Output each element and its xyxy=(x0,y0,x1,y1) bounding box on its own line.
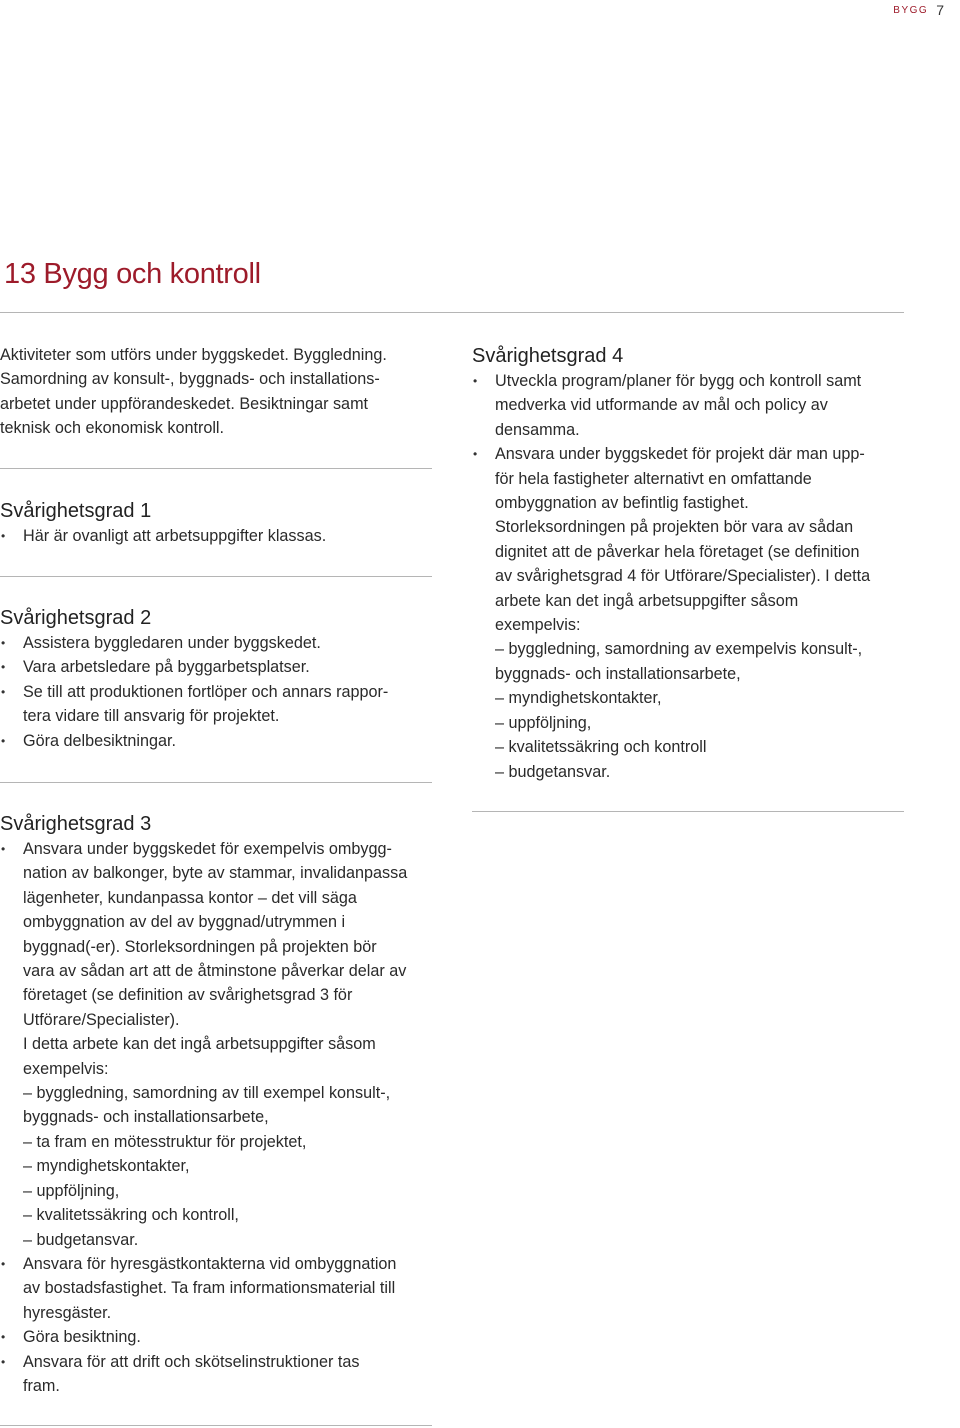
grade-3-list xyxy=(0,837,432,1398)
list-item-text: hyresgäster. xyxy=(23,1303,112,1322)
list-item-text: nation av balkonger, byte av stammar, invalidanpassa xyxy=(23,864,408,883)
list-item-text: • Assistera byggledaren under byggskedet. xyxy=(23,634,321,652)
list-item-text: • Ansvara för hyresgästkontakterna vid ombyggnation xyxy=(23,1254,397,1273)
dash-list-item: – kvalitetssäkring och kontroll, xyxy=(23,1206,239,1225)
list-item-text: • Här är ovanligt att arbetsuppgifter klassas. xyxy=(23,527,327,545)
section-divider xyxy=(0,468,432,469)
running-header xyxy=(893,0,944,20)
dash-list-item: – budgetansvar. xyxy=(495,762,611,781)
dash-list-item: – kvalitetssäkring och kontroll xyxy=(495,738,707,757)
sub-paragraph-text: arbete kan det ingå arbetsuppgifter såsom xyxy=(495,591,799,610)
sub-paragraph-text: Storleksordningen på projekten bör vara av sådan xyxy=(495,518,854,537)
grade-1-section xyxy=(0,498,432,548)
list-item xyxy=(472,442,904,784)
sub-paragraph-text: dignitet att de påverkar hela företaget (se definition xyxy=(495,542,860,561)
list-item xyxy=(0,655,432,679)
grade-4-list xyxy=(472,369,904,784)
grade-4-section xyxy=(472,343,904,784)
intro-line: Samordning av konsult-, byggnads- och installations- xyxy=(0,370,380,389)
list-item-text: tera vidare till ansvarig för projektet. xyxy=(23,707,280,726)
grade-2-heading: Svårighetsgrad 2 xyxy=(0,607,152,629)
running-section-label: BYGG xyxy=(893,4,929,16)
list-item xyxy=(0,1350,432,1399)
grade-1-list xyxy=(0,524,432,548)
list-item-text: • Göra besiktning. xyxy=(23,1328,141,1347)
list-item-text: • Göra delbesiktningar. xyxy=(23,731,176,750)
list-item xyxy=(0,524,432,548)
list-item-text: • Ansvara under byggskedet för exempelvis ombygg- xyxy=(23,840,392,858)
list-item-text: av bostadsfastighet. Ta fram informationsmaterial till xyxy=(23,1279,396,1298)
sub-paragraph-text: I detta arbete kan det ingå arbetsuppgifter såsom xyxy=(23,1035,376,1054)
sub-paragraph-text: exempelvis: xyxy=(495,616,581,635)
dash-list-item: – myndighetskontakter, xyxy=(495,689,662,708)
list-item-text: • Ansvara under byggskedet för projekt där man upp- xyxy=(495,445,865,464)
list-item-text: • Vara arbetsledare på byggarbetsplatser. xyxy=(23,658,310,677)
grade-2-section xyxy=(0,605,432,753)
sub-paragraph-text: av svårighetsgrad 4 för Utförare/Specialister). I detta xyxy=(495,567,871,586)
list-item-text: densamma. xyxy=(495,420,580,439)
dash-list-item: – myndighetskontakter, xyxy=(23,1157,190,1176)
list-item xyxy=(472,369,904,442)
list-item xyxy=(0,1252,432,1325)
list-item-text: • Ansvara för att drift och skötselinstruktioner tas xyxy=(23,1352,360,1371)
intro-line: teknisk och ekonomisk kontroll. xyxy=(0,419,225,438)
list-item-text: lägenheter, kundanpassa kontor – det vill säga xyxy=(23,888,357,907)
list-item-text: ombyggnation av del av byggnad/utrymmen i xyxy=(23,913,346,932)
grade-3-section xyxy=(0,811,432,1398)
list-item-text: Utförare/Specialister). xyxy=(23,1010,180,1029)
dash-list-item: – byggledning, samordning av exempelvis konsult-, xyxy=(495,640,863,659)
dash-list-item: byggnads- och installationsarbete, xyxy=(495,664,741,683)
list-item-text: medverka vid utformande av mål och policy av xyxy=(495,396,828,415)
intro-text xyxy=(0,343,432,441)
section-divider xyxy=(0,1425,432,1426)
chapter-title: 13 Bygg och kontroll xyxy=(4,258,261,290)
section-divider xyxy=(472,811,904,812)
list-item-text: vara av sådan art att de åtminstone påverkar delar av xyxy=(23,962,407,981)
list-item-text: • Se till att produktionen fortlöper och annars rappor- xyxy=(23,682,389,701)
section-divider xyxy=(0,576,432,577)
sub-paragraph-text: exempelvis: xyxy=(23,1059,109,1078)
chapter-divider xyxy=(0,312,904,313)
dash-list-item: byggnads- och installationsarbete, xyxy=(23,1108,269,1127)
page-number: 7 xyxy=(936,2,944,18)
list-item xyxy=(0,1325,432,1349)
grade-1-heading: Svårighetsgrad 1 xyxy=(0,500,152,522)
list-item xyxy=(0,837,432,1252)
list-item-text: byggnad(-er). Storleksordningen på projekten bör xyxy=(23,937,377,956)
list-item xyxy=(0,729,432,753)
list-item-text: • Utveckla program/planer för bygg och kontroll samt xyxy=(495,372,862,390)
list-item xyxy=(0,631,432,655)
list-item-text: för hela fastigheter alternativt en omfattande xyxy=(495,469,812,488)
dash-list-item: – ta fram en mötesstruktur för projektet, xyxy=(23,1132,307,1151)
grade-2-list xyxy=(0,631,432,753)
list-item-text: företaget (se definition av svårighetsgrad 3 för xyxy=(23,986,353,1005)
list-item-text: fram. xyxy=(23,1376,60,1395)
dash-list-item: – uppföljning, xyxy=(23,1181,120,1200)
grade-4-heading: Svårighetsgrad 4 xyxy=(472,345,624,367)
grade-3-heading: Svårighetsgrad 3 xyxy=(0,813,152,835)
dash-list-item: – budgetansvar. xyxy=(23,1230,139,1249)
dash-list-item: – byggledning, samordning av till exempel konsult-, xyxy=(23,1084,391,1103)
intro-line: arbetet under uppförandeskedet. Besiktningar samt xyxy=(0,394,369,413)
list-item-text: ombyggnation av befintlig fastighet. xyxy=(495,494,749,513)
intro-paragraph xyxy=(0,343,432,441)
intro-line: Aktiviteter som utförs under byggskedet. Byggledning. xyxy=(0,346,387,364)
list-item xyxy=(0,680,432,729)
section-divider xyxy=(0,782,432,783)
dash-list-item: – uppföljning, xyxy=(495,713,592,732)
